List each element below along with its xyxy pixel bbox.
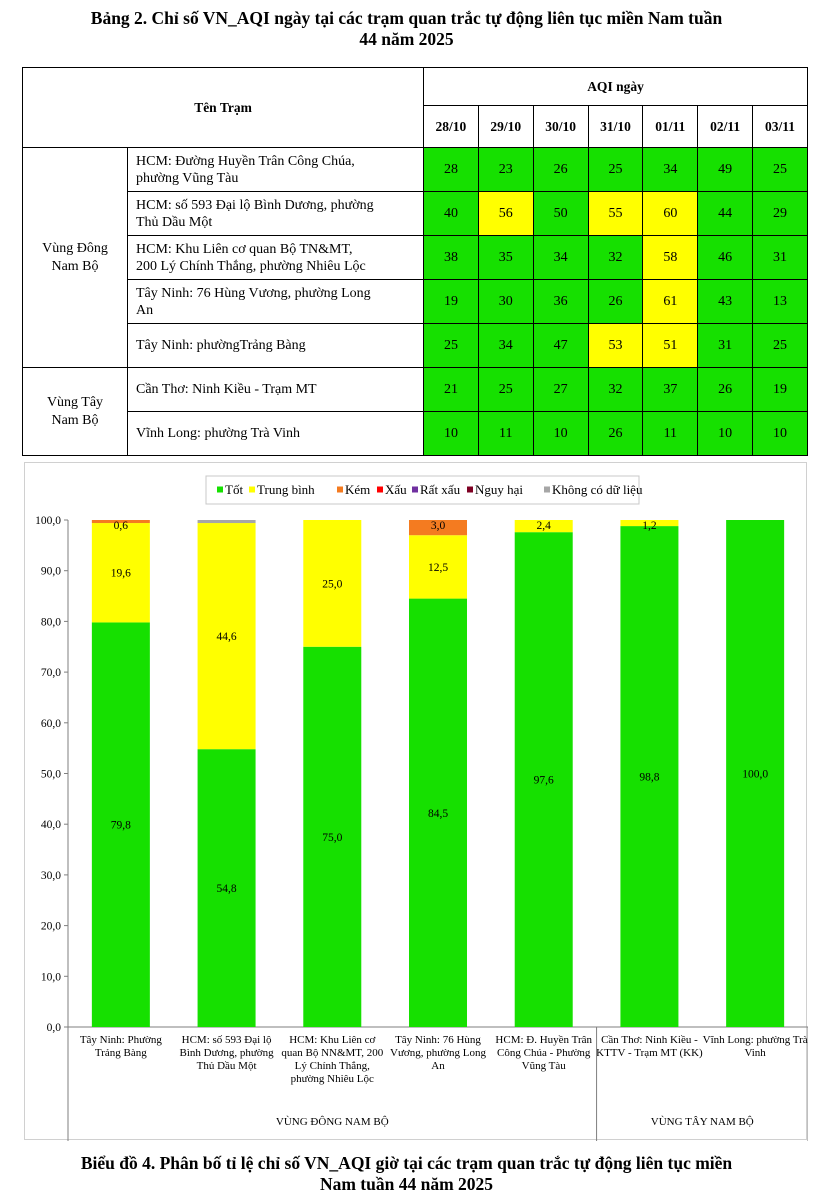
aqi-value-cell: 28: [424, 148, 479, 192]
legend-swatch: [544, 487, 550, 493]
y-tick-label: 10,0: [40, 971, 61, 984]
data-label: 44,6: [216, 631, 237, 644]
aqi-value-cell: 26: [533, 148, 588, 192]
legend-entry: Nguy hại: [475, 482, 524, 497]
aqi-value-cell: 23: [478, 148, 533, 192]
date-header: 28/10: [424, 106, 479, 148]
y-tick-label: 30,0: [40, 869, 61, 882]
aqi-value-cell: 10: [533, 412, 588, 456]
legend-swatch: [412, 487, 418, 493]
data-label: 12,5: [427, 561, 449, 574]
station-name-line: HCM: Đường Huyền Trân Công Chúa,: [136, 153, 355, 169]
region-name-line: Vùng Đông: [42, 240, 108, 256]
region-name-line: Vùng Tây: [46, 394, 104, 410]
aqi-value-cell: 31: [698, 324, 753, 368]
aqi-value-cell: 21: [424, 368, 479, 412]
legend-entry: Không có dữ liệu: [552, 482, 643, 497]
data-label: 19,6: [110, 567, 131, 580]
aqi-value-cell: 34: [643, 148, 698, 192]
station-cell: [128, 236, 424, 280]
x-tick-label: Lý Chính Thắng,: [294, 1060, 370, 1072]
aqi-value-cell: 27: [533, 368, 588, 412]
station-name-line: Cần Thơ: Ninh Kiều - Trạm MT: [136, 382, 317, 397]
legend-swatch: [217, 487, 223, 493]
x-tick-label: KTTV - Trạm MT (KK): [596, 1047, 703, 1059]
region-cell: [23, 368, 128, 456]
aqi-value-cell: 26: [698, 368, 753, 412]
aqi-value-cell: 30: [478, 280, 533, 324]
data-label: 54,8: [216, 883, 237, 896]
table-row: [23, 148, 808, 192]
chart-area: [24, 462, 807, 1140]
aqi-value-cell: 31: [753, 236, 808, 280]
y-tick-label: 100,0: [35, 515, 61, 527]
data-label: 2,4: [536, 520, 551, 532]
station-cell: [128, 324, 424, 368]
x-tick-label: phường Nhiêu Lộc: [290, 1073, 374, 1085]
aqi-value-cell: 34: [533, 236, 588, 280]
aqi-value-cell: 60: [643, 192, 698, 236]
aqi-value-cell: 40: [424, 192, 479, 236]
aqi-value-cell: 10: [753, 412, 808, 456]
region-cell: [23, 148, 128, 368]
station-cell: [128, 192, 424, 236]
station-name-line: Tây Ninh: phườngTrảng Bàng: [136, 338, 306, 353]
data-label: 1,2: [642, 520, 657, 532]
chart-title: [0, 1153, 813, 1195]
station-name-line: Thủ Dầu Một: [136, 214, 213, 230]
data-label: 98,8: [639, 771, 660, 784]
y-tick-label: 50,0: [40, 768, 61, 781]
station-name-line: Vĩnh Long: phường Trà Vinh: [136, 426, 301, 441]
group-label: VÙNG TÂY NAM BỘ: [650, 1116, 754, 1128]
aqi-value-cell: 61: [643, 280, 698, 324]
station-name-line: HCM: Khu Liên cơ quan Bộ TN&MT,: [136, 241, 353, 257]
aqi-value-cell: 44: [698, 192, 753, 236]
y-tick-label: 20,0: [40, 920, 61, 933]
table-row: [23, 324, 808, 368]
x-tick-label: HCM: số 593 Đại lộ: [181, 1034, 272, 1046]
legend-swatch: [249, 487, 255, 493]
date-header: 02/11: [698, 106, 753, 148]
aqi-value-cell: 29: [753, 192, 808, 236]
aqi-value-cell: 36: [533, 280, 588, 324]
x-tick-label: Tây Ninh: 76 Hùng: [395, 1034, 481, 1046]
station-name-line: An: [136, 302, 154, 318]
aqi-value-cell: 47: [533, 324, 588, 368]
aqi-value-cell: 58: [643, 236, 698, 280]
data-label: 97,6: [533, 774, 554, 787]
aqi-value-cell: 19: [753, 368, 808, 412]
aqi-value-cell: 38: [424, 236, 479, 280]
aqi-value-cell: 37: [643, 368, 698, 412]
aqi-value-cell: 56: [478, 192, 533, 236]
aqi-value-cell: 11: [643, 412, 698, 456]
x-tick-label: Công Chúa - Phường: [497, 1047, 591, 1059]
table-title-line: Bảng 2. Chỉ số VN_AQI ngày tại các trạm quan trắc tự động liên tục miền Nam tuần: [90, 8, 723, 28]
table-row: [23, 368, 808, 412]
station-name-line: HCM: số 593 Đại lộ Bình Dương, phường: [136, 197, 374, 213]
region-name-line: Nam Bộ: [51, 258, 99, 274]
aqi-value-cell: 32: [588, 368, 643, 412]
aqi-value-cell: 43: [698, 280, 753, 324]
x-tick-label: Trảng Bàng: [94, 1047, 147, 1059]
aqi-header: AQI ngày: [424, 68, 808, 106]
y-tick-label: 40,0: [40, 819, 61, 832]
table-row: [23, 192, 808, 236]
table-row: [23, 412, 808, 456]
x-tick-label: Vĩnh Long: phường Trà: [702, 1034, 808, 1046]
data-label: 84,5: [427, 807, 449, 820]
date-header: 01/11: [643, 106, 698, 148]
x-tick-label: quan Bộ NN&MT, 200: [281, 1047, 384, 1059]
x-tick-label: Vương, phường Long: [390, 1047, 486, 1059]
table-row: [23, 280, 808, 324]
x-tick-label: Thủ Dầu Một: [196, 1060, 257, 1072]
legend-entry: Tốt: [225, 482, 244, 497]
legend-entry: Xấu: [385, 482, 407, 497]
aqi-value-cell: 53: [588, 324, 643, 368]
y-tick-label: 0,0: [46, 1022, 61, 1034]
data-label: 3,0: [430, 520, 446, 532]
aqi-value-cell: 55: [588, 192, 643, 236]
station-cell: [128, 148, 424, 192]
aqi-value-cell: 10: [698, 412, 753, 456]
data-label: 79,8: [110, 819, 131, 832]
aqi-value-cell: 51: [643, 324, 698, 368]
y-tick-label: 60,0: [40, 717, 61, 730]
data-label: 0,6: [113, 520, 129, 532]
date-header: 30/10: [533, 106, 588, 148]
table-row: [23, 236, 808, 280]
aqi-value-cell: 25: [424, 324, 479, 368]
aqi-value-cell: 19: [424, 280, 479, 324]
station-name-line: Tây Ninh: 76 Hùng Vương, phường Long: [136, 285, 371, 301]
station-name-line: 200 Lý Chính Thắng, phường Nhiêu Lộc: [136, 258, 366, 274]
aqi-value-cell: 25: [478, 368, 533, 412]
y-tick-label: 90,0: [40, 565, 61, 578]
station-header: Tên Trạm: [23, 68, 424, 148]
station-cell: [128, 280, 424, 324]
data-label: 75,0: [322, 831, 343, 844]
aqi-value-cell: 13: [753, 280, 808, 324]
region-name-line: Nam Bộ: [51, 412, 99, 428]
station-cell: [128, 412, 424, 456]
aqi-value-cell: 50: [533, 192, 588, 236]
x-tick-label: Cần Thơ: Ninh Kiều -: [601, 1034, 698, 1046]
x-tick-label: Bình Dương, phường: [179, 1047, 274, 1059]
aqi-value-cell: 25: [588, 148, 643, 192]
station-cell: [128, 368, 424, 412]
x-tick-label: An: [431, 1060, 445, 1072]
x-tick-label: HCM: Khu Liên cơ: [289, 1034, 376, 1046]
x-tick-label: Tây Ninh: Phường: [79, 1034, 162, 1046]
aqi-table-body: [23, 68, 808, 456]
legend-swatch: [377, 487, 383, 493]
stacked-bar-chart: [25, 463, 808, 1141]
y-tick-label: 80,0: [40, 616, 61, 629]
aqi-value-cell: 25: [753, 324, 808, 368]
group-label: VÙNG ĐÔNG NAM BỘ: [275, 1116, 389, 1128]
date-header: 29/10: [478, 106, 533, 148]
legend-entry: Rất xấu: [420, 482, 461, 497]
aqi-value-cell: 11: [478, 412, 533, 456]
aqi-table: [22, 67, 808, 456]
aqi-value-cell: 46: [698, 236, 753, 280]
aqi-value-cell: 35: [478, 236, 533, 280]
aqi-value-cell: 26: [588, 412, 643, 456]
aqi-value-cell: 26: [588, 280, 643, 324]
station-name-line: phường Vũng Tàu: [136, 170, 239, 186]
chart-title-line: Biểu đồ 4. Phân bố tỉ lệ chỉ số VN_AQI giờ tại các trạm quan trắc tự động liên tục miền: [80, 1153, 733, 1173]
legend-entry: Kém: [345, 482, 371, 497]
x-tick-label: HCM: Đ. Huyền Trân: [495, 1034, 593, 1046]
aqi-value-cell: 34: [478, 324, 533, 368]
aqi-value-cell: 32: [588, 236, 643, 280]
date-header: 31/10: [588, 106, 643, 148]
bar-segment: [198, 520, 256, 523]
data-label: 25,0: [322, 578, 343, 591]
chart-title-line: Nam tuần 44 năm 2025: [319, 1174, 494, 1194]
aqi-value-cell: 49: [698, 148, 753, 192]
date-header: 03/11: [753, 106, 808, 148]
aqi-value-cell: 25: [753, 148, 808, 192]
legend-swatch: [467, 487, 473, 493]
table-title-line: 44 năm 2025: [359, 29, 454, 49]
legend-entry: Trung bình: [257, 482, 315, 497]
y-tick-label: 70,0: [40, 667, 61, 680]
x-tick-label: Vũng Tàu: [521, 1060, 566, 1072]
table-header-row: [23, 68, 808, 106]
legend-swatch: [337, 487, 343, 493]
table-title: [0, 8, 813, 50]
x-tick-label: Vinh: [744, 1047, 766, 1059]
data-label: 100,0: [742, 768, 769, 781]
aqi-value-cell: 10: [424, 412, 479, 456]
